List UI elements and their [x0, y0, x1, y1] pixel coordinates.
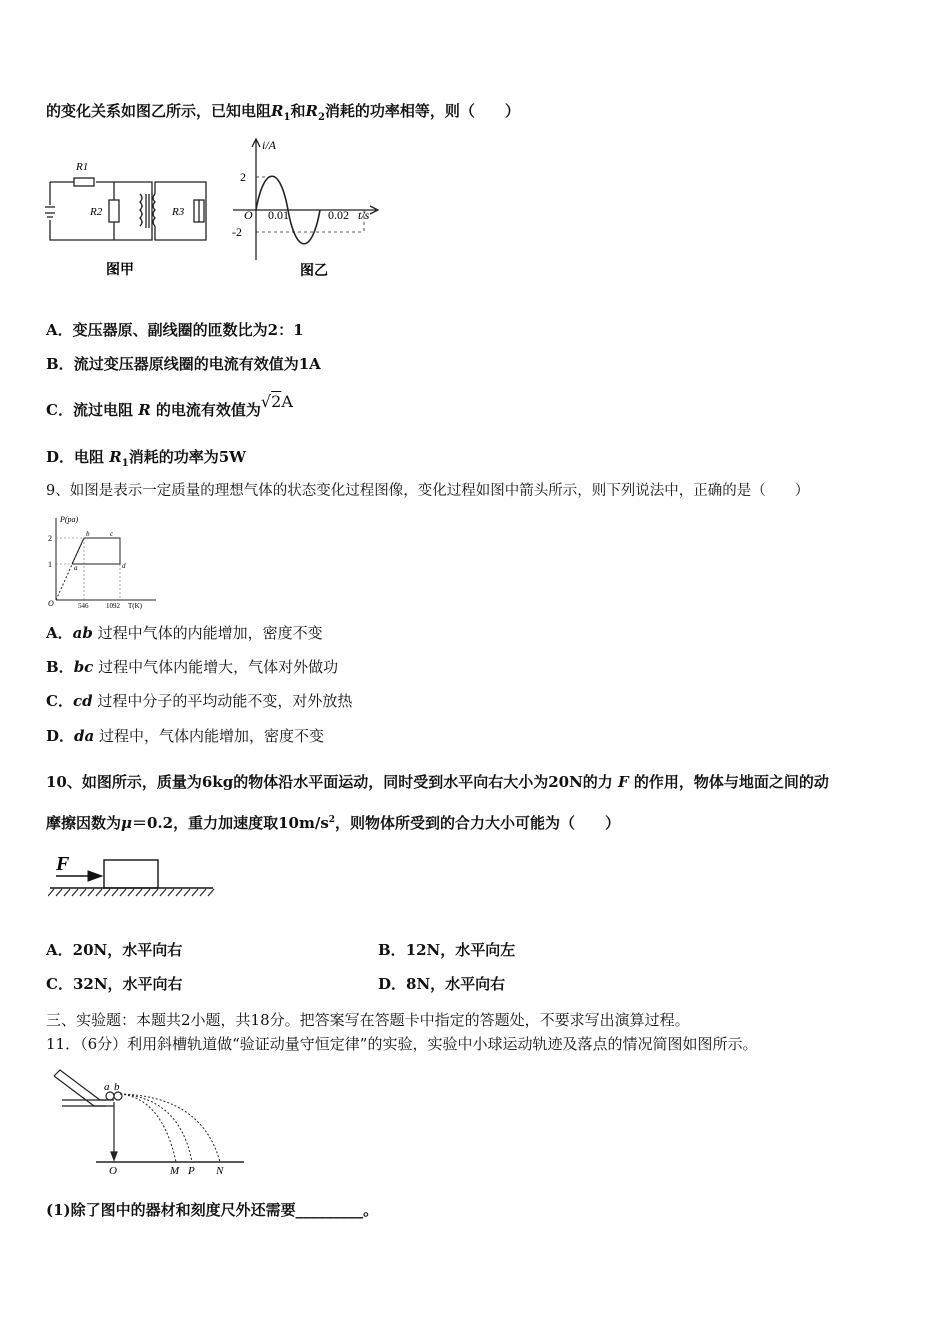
svg-text:1: 1 [48, 560, 52, 569]
q10-option-c[interactable]: C．32N，水平向右 [46, 975, 183, 993]
svg-text:O: O [48, 599, 54, 608]
circuit-figure-jia [44, 150, 214, 280]
answer-blank[interactable]: _________ [295, 1201, 364, 1219]
block-force-figure [48, 850, 218, 902]
q11-stem: 11．（6分）利用斜槽轨道做“验证动量守恒定律”的实验，实验中小球运动轨迹及落点的情况简图如图所示。 [46, 1035, 758, 1053]
svg-text:2: 2 [48, 534, 52, 543]
svg-text:F: F [56, 853, 70, 875]
q11-sub1: (1)除了图中的器材和刻度尺外还需要_________。 [46, 1201, 379, 1219]
svg-text:N: N [216, 1165, 224, 1177]
svg-text:546: 546 [78, 602, 89, 610]
svg-text:2: 2 [240, 170, 246, 184]
q10-stem-line2: 摩擦因数为μ＝0.2，重力加速度取$10m/s^2$，则物体所受到的合力大小可能为（ ） [46, 814, 621, 832]
q8-option-b[interactable]: B．流过变压器原线圈的电流有效值为1A [46, 355, 321, 373]
q8-option-c[interactable]: C．流过电阻 R 的电流有效值为√2A [46, 392, 293, 419]
q8-option-d[interactable]: D．电阻 $R_1$消耗的功率为5W [46, 448, 246, 469]
q10-stem-line1: 10、如图所示，质量为6kg的物体沿水平面运动，同时受到水平向右大小为20N的力 F 的作用，物体与地面之间的动 [46, 773, 829, 791]
label-r1: R1 [76, 161, 89, 173]
svg-text:O: O [109, 1165, 117, 1177]
svg-text:0.02: 0.02 [328, 208, 349, 222]
svg-text:t/s: t/s [358, 208, 370, 222]
q9-option-d[interactable]: D．da 过程中，气体内能增加，密度不变 [46, 727, 325, 745]
svg-text:-2: -2 [232, 225, 242, 239]
caption-jia: 图甲 [106, 263, 134, 278]
collision-experiment-figure [52, 1068, 252, 1178]
svg-text:0.01: 0.01 [268, 208, 289, 222]
q8-stem: 的变化关系如图乙所示，已知电阻$R_1$和$R_2$消耗的功率相等，则（ ） [46, 102, 520, 123]
svg-text:a: a [104, 1081, 110, 1093]
svg-text:b: b [86, 530, 90, 538]
svg-text:T(K): T(K) [128, 602, 142, 610]
svg-text:O: O [244, 208, 253, 222]
pt-graph [44, 512, 164, 610]
q10-option-b[interactable]: B．12N，水平向左 [378, 941, 516, 959]
svg-text:P: P [188, 1165, 195, 1177]
svg-text:b: b [114, 1081, 120, 1093]
caption-yi: 图乙 [300, 264, 328, 279]
q8-option-a[interactable]: A．变压器原、副线圈的匝数比为2：1 [46, 321, 304, 339]
current-graph-yi [228, 135, 388, 280]
svg-text:a: a [74, 564, 78, 572]
label-r3: R3 [172, 206, 185, 218]
svg-text:d: d [122, 562, 126, 570]
q9-option-a[interactable]: A．ab 过程中气体的内能增加，密度不变 [46, 624, 323, 642]
svg-text:M: M [170, 1165, 180, 1177]
svg-text:c: c [110, 530, 114, 538]
svg-text:P(pa): P(pa) [60, 515, 79, 524]
q9-option-c[interactable]: C．cd 过程中分子的平均动能不变，对外放热 [46, 692, 353, 710]
svg-text:1092: 1092 [106, 602, 120, 610]
q10-option-a[interactable]: A．20N，水平向右 [46, 941, 183, 959]
q9-stem: 9、如图是表示一定质量的理想气体的状态变化过程图像，变化过程如图中箭头所示，则下列说法中，正确的是（ ） [46, 483, 810, 499]
label-r2: R2 [90, 206, 103, 218]
section-3-heading: 三、实验题：本题共2小题，共18分。把答案写在答题卡中指定的答题处，不要求写出演算过程。 [46, 1011, 690, 1029]
svg-text:i/A: i/A [262, 138, 276, 152]
q10-option-d[interactable]: D．8N，水平向右 [378, 975, 506, 993]
q9-option-b[interactable]: B．bc 过程中气体内能增大，气体对外做功 [46, 658, 339, 676]
